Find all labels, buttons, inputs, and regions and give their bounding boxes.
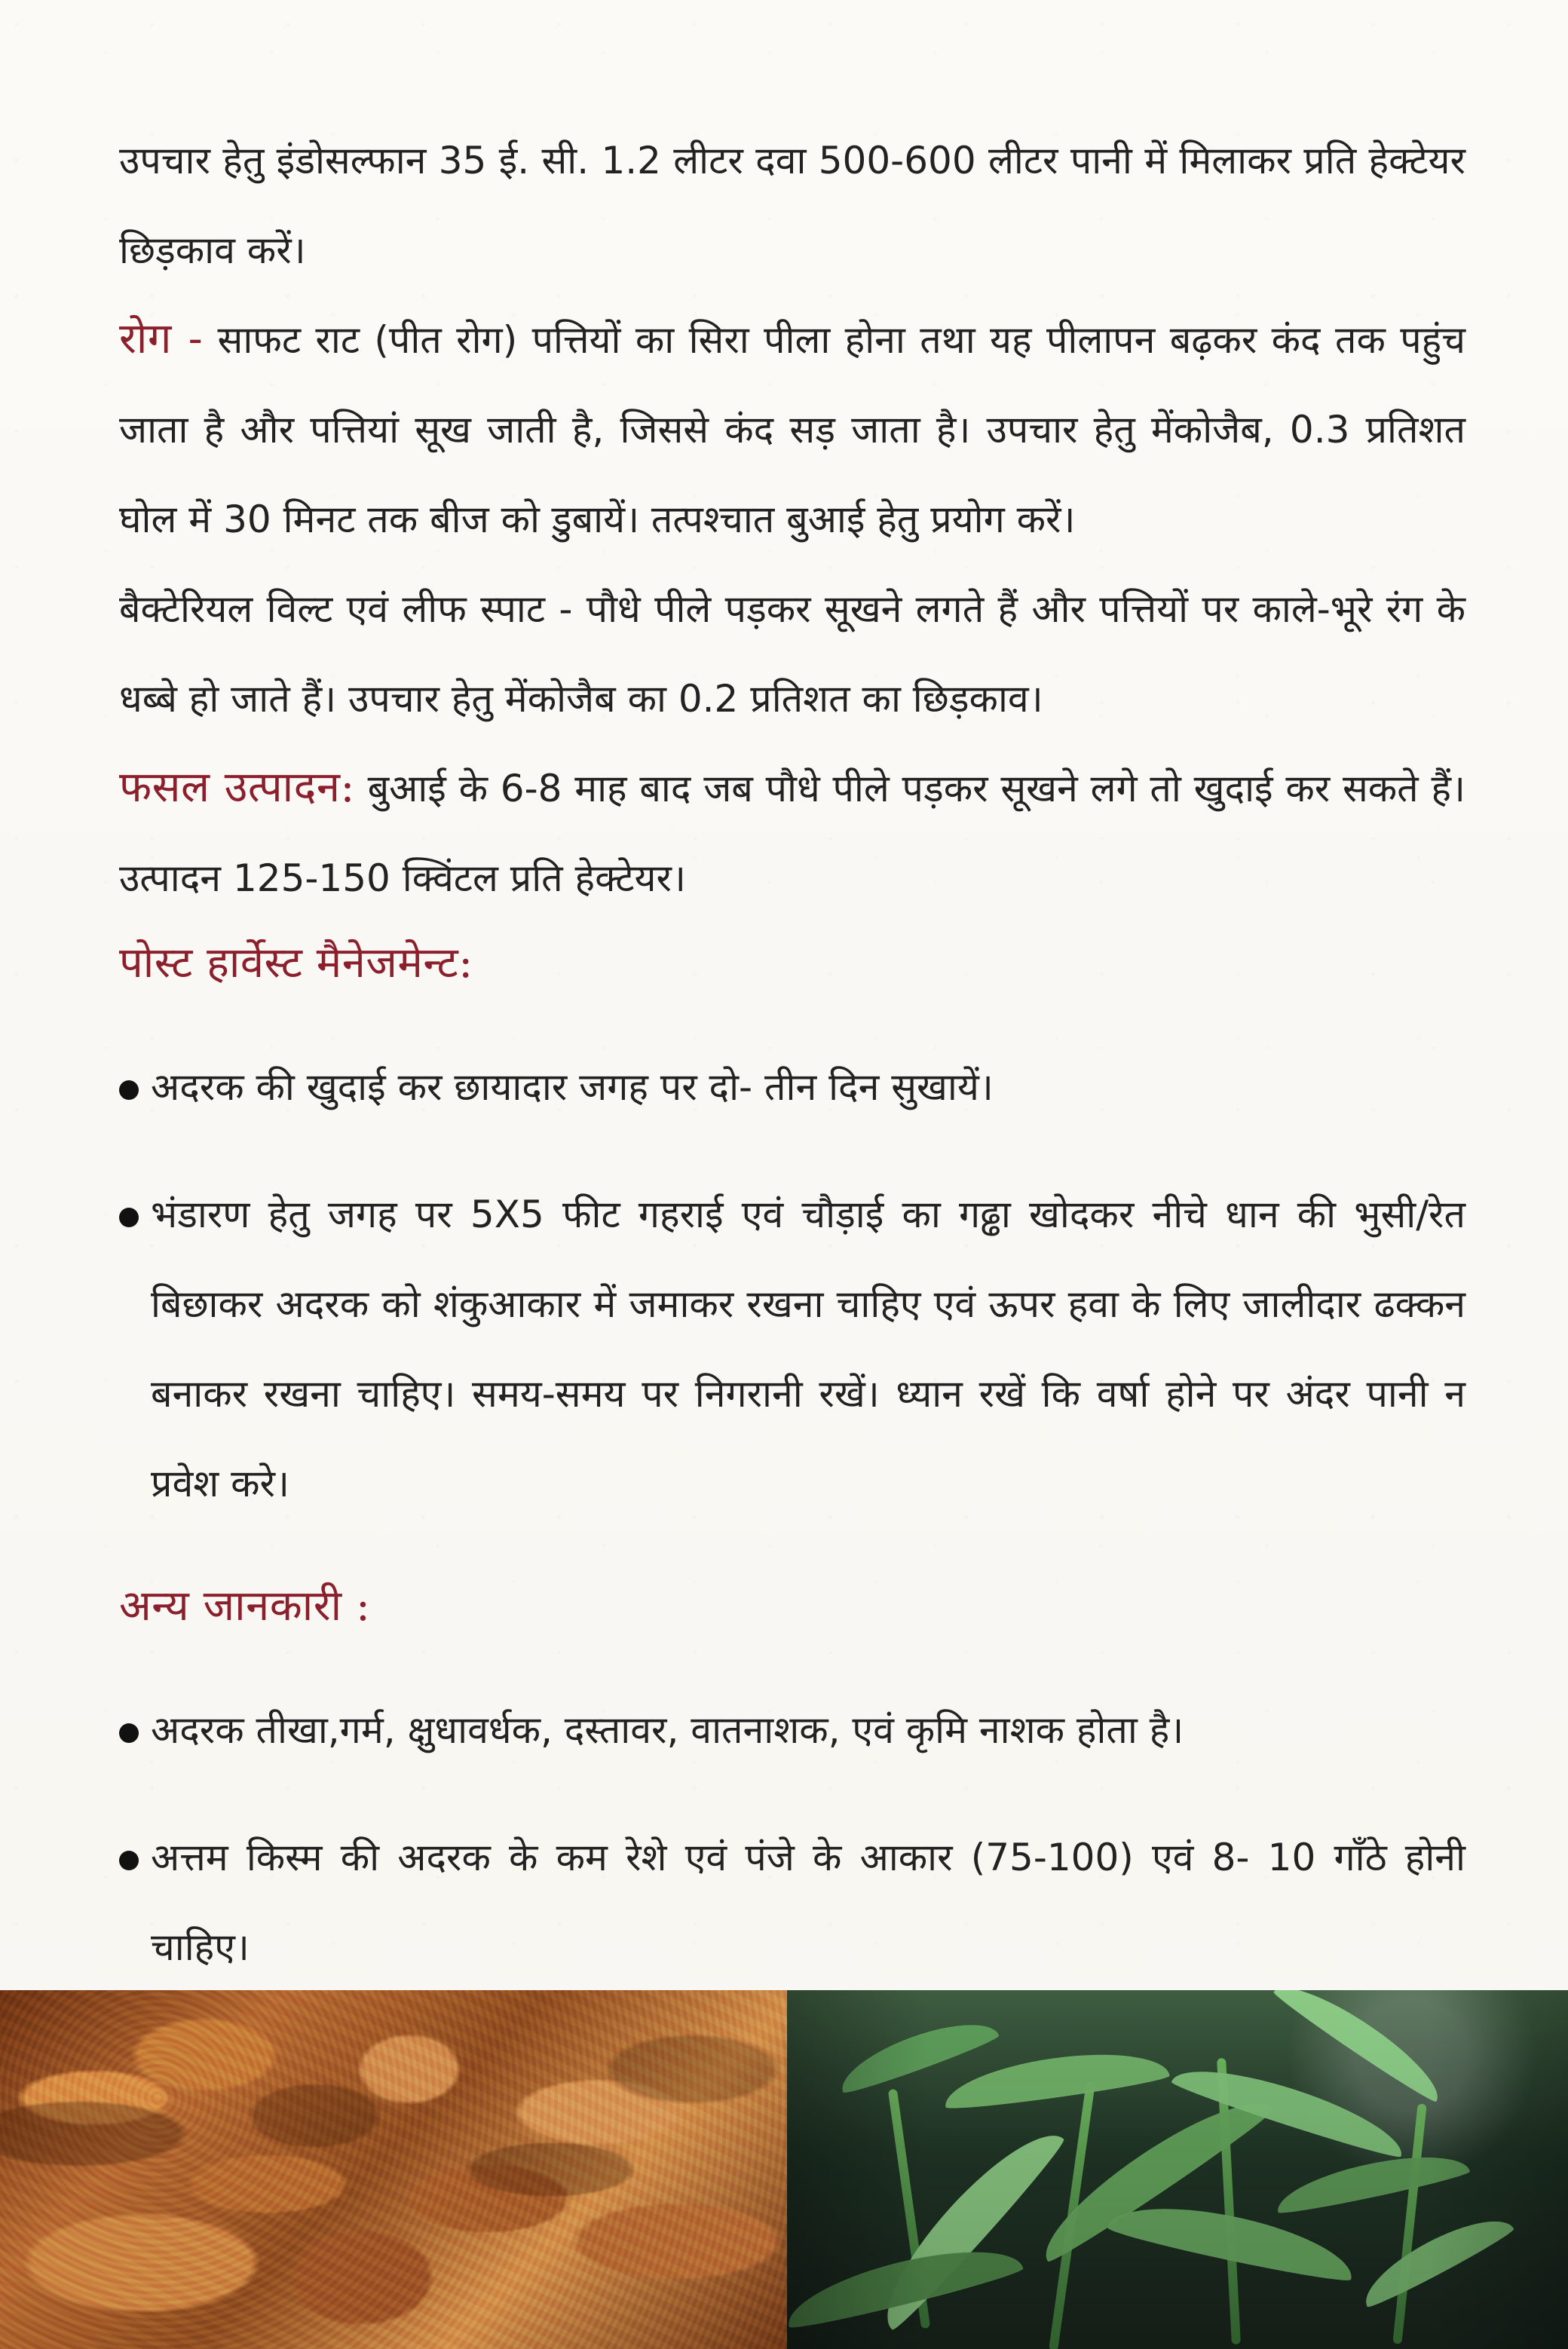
bacterial-paragraph: बैक्टेरियल विल्ट एवं लीफ स्पाट - पौधे पीले पड़कर सूखने लगते हैं और पत्तियों पर काले-भूरे रंग के धब्बे हो जाते हैं। उपचार हेतु मेंकोजैब का 0.2 प्रतिशत का छिड़काव।	[119, 587, 1465, 721]
other-info-list	[119, 1686, 1465, 1992]
ginger-plant-leaves-photo	[787, 1990, 1568, 2349]
photo-shadow	[787, 1990, 1568, 2349]
post-harvest-list	[119, 1043, 1465, 1529]
yield-heading: फसल उत्पादन:	[119, 763, 355, 812]
post-harvest-point-2: भंडारण हेतु जगह पर 5X5 फीट गहराई एवं चौड़ाई का गढ्ढा खोदकर नीचे धान की भुसी/रेत बिछाकर अदरक को शंकुआकार में जमाकर रखना चाहिए एवं ऊपर हवा के लिए जालीदार ढक्कन बनाकर रखना चाहिए। समय-समय पर निगरानी रखें। ध्यान रखें कि वर्षा होने पर अंदर पानी न प्रवेश करे।	[119, 1170, 1465, 1529]
other-info-heading: अन्य जानकारी :	[119, 1582, 371, 1631]
disease-heading: रोग -	[119, 314, 204, 363]
yield-text: बुआई के 6-8 माह बाद जब पौधे पीले पड़कर सूखने लगे तो खुदाई कर सकते हैं। उत्पादन 125-150 क्विंटल प्रति हेक्टेयर।	[119, 767, 1465, 900]
disease-paragraph	[119, 296, 1465, 565]
document-text-block	[119, 116, 1465, 2030]
disease-text: साफट राट (पीत रोग) पत्तियों का सिरा पीला होना तथा यह पीलापन बढ़कर कंद तक पहुंच जाता है और पत्तियां सूख जाती है, जिससे कंद सड़ जाता है। उपचार हेतु मेंकोजैब, 0.3 प्रतिशत घोल में 30 मिनट तक बीज को डुबायें। तत्पश्चात बुआई हेतु प्रयोग करें।	[119, 318, 1465, 541]
bottom-photo-strip	[0, 1990, 1568, 2349]
intro-paragraph: उपचार हेतु इंडोसल्फान 35 ई. सी. 1.2 लीटर दवा 500-600 लीटर पानी में मिलाकर प्रति हेक्टेयर छिड़काव करें।	[119, 139, 1465, 272]
post-harvest-heading: पोस्ट हार्वेस्ट मैनेजमेन्ट:	[119, 939, 473, 988]
ginger-rhizomes-photo	[0, 1990, 787, 2349]
other-info-point-1: अदरक तीखा,गर्म, क्षुधावर्धक, दस्तावर, वातनाशक, एवं कृमि नाशक होता है।	[119, 1686, 1465, 1775]
yield-paragraph	[119, 744, 1465, 923]
other-info-heading-line	[119, 1567, 1465, 1648]
post-harvest-heading-line	[119, 923, 1465, 1005]
other-info-point-2: अत्तम किस्म की अदरक के कम रेशे एवं पंजे के आकार (75-100) एवं 8- 10 गाँठे होनी चाहिए।	[119, 1813, 1465, 1992]
post-harvest-point-1: अदरक की खुदाई कर छायादार जगह पर दो- तीन दिन सुखायें।	[119, 1043, 1465, 1132]
